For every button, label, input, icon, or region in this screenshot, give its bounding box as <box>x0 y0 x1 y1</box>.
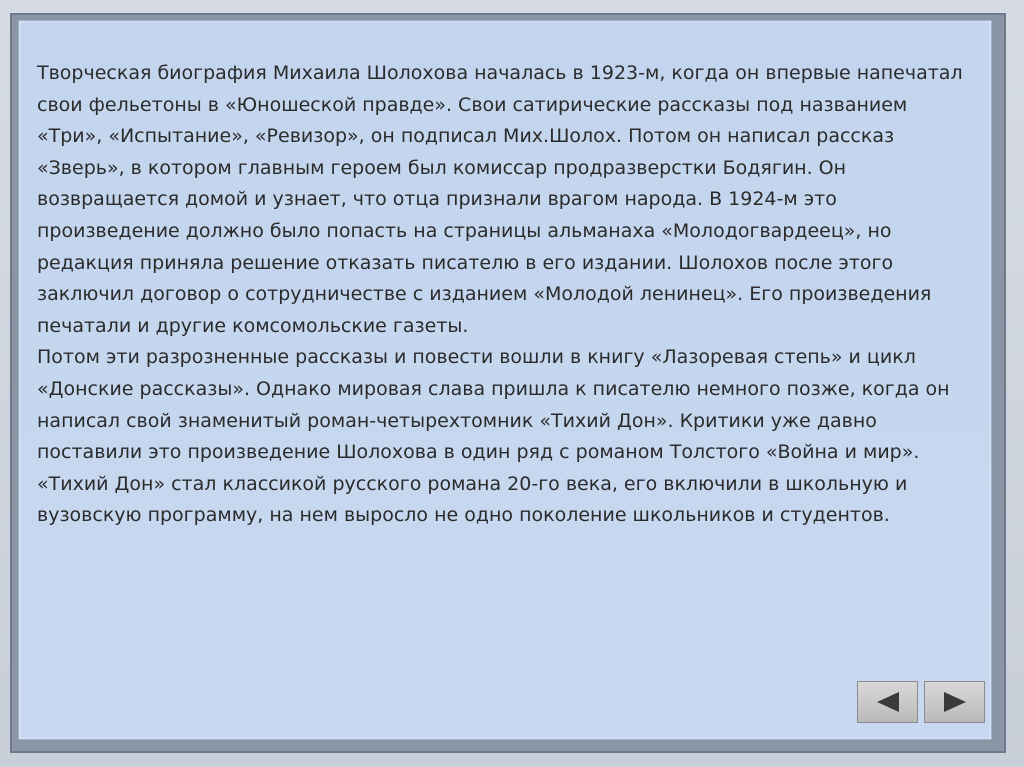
paragraph-2: Потом эти разрозненные рассказы и повести вошли в книгу «Лазоревая степь» и цикл «Донские рассказы». Однако мировая слава пришла к писателю немного позже, когда он написал свой знаменитый роман-четырехтомник «Тихий Дон». Критики уже давно поставили это произведение Шолохова в один ряд с романом Толстого «Война и мир». «Тихий Дон» стал классикой русского романа 20-го века, его включили в школьную и вузовскую программу, на нем выросло не одно поколение школьников и студентов. <box>37 346 950 527</box>
paragraph-1: Творческая биография Михаила Шолохова началась в 1923-м, когда он впервые напечатал свои фельетоны в «Юношеской правде». Свои сатирические рассказы под названием «Три», «Испытание», «Ревизор», он подписал Мих.Шолох. Потом он написал рассказ «Зверь», в котором главным героем был комиссар продразверстки Бодягин. Он возвращается домой и узнает, что отца признали врагом народа. В 1924-м это произведение должно было попасть на страницы альманаха «Молодогвардеец», но редакция приняла решение отказать писателю в его издании. Шолохов после этого заключил договор о сотрудничестве с изданием «Молодой ленинец». Его произведения печатали и другие комсомольские газеты. <box>37 62 963 337</box>
triangle-right-icon <box>942 691 968 713</box>
previous-slide-button[interactable] <box>857 681 918 723</box>
next-slide-button[interactable] <box>924 681 985 723</box>
slide-body-text <box>37 58 977 532</box>
triangle-left-icon <box>875 691 901 713</box>
